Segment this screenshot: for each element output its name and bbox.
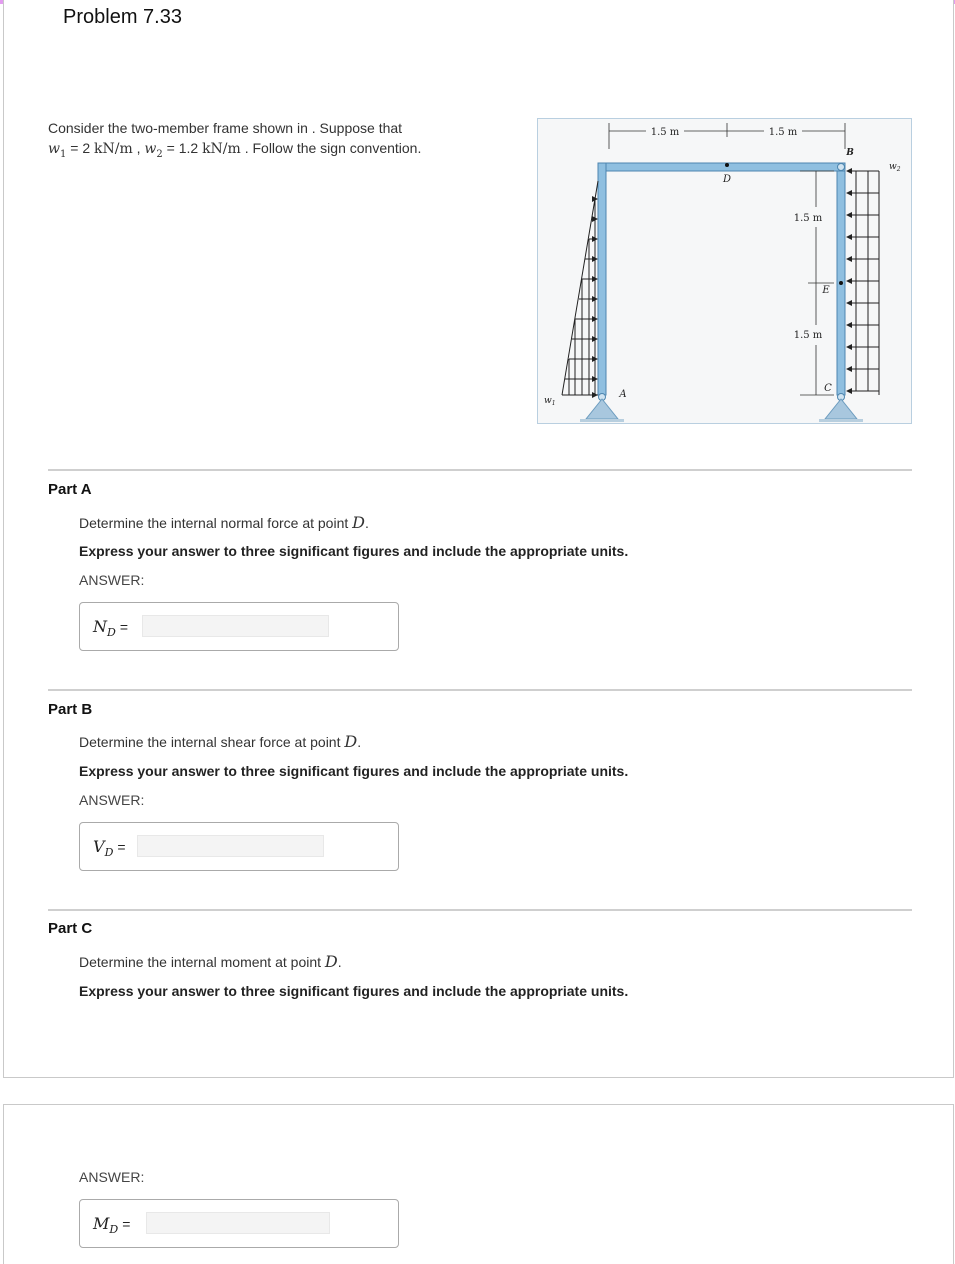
label-C: C [824, 383, 832, 394]
w2-variable: w [144, 141, 157, 157]
pin-B [838, 164, 845, 171]
w1-load-verticals [569, 199, 595, 395]
w2-load-arrows [847, 171, 879, 391]
point-E-marker [839, 281, 843, 285]
frame-figure [537, 118, 912, 424]
part-b-divider [48, 689, 912, 691]
part-c-answer-label: ANSWER: [79, 1169, 145, 1185]
part-b-question: Determine the internal shear force at point D. [79, 732, 362, 751]
w1-load-envelope [562, 181, 598, 395]
part-b-answer-label: ANSWER: [79, 792, 145, 808]
w2-unit: kN/m [202, 141, 241, 157]
part-b-point: D [344, 732, 358, 751]
w1-subscript: 1 [59, 148, 67, 160]
w2-subscript: 2 [156, 148, 163, 160]
dim-top-left: 1.5 m [650, 127, 680, 138]
part-a-point: D [352, 513, 365, 532]
frame-diagram [538, 119, 911, 423]
dim-right-lower: 1.5 m [793, 330, 823, 341]
frame-top-member [598, 163, 845, 171]
problem-title: Problem 7.33 [63, 6, 182, 28]
part-b-answer-box [79, 822, 399, 871]
part-c-point: D [324, 952, 338, 971]
part-c-variable: $M_D$ = [93, 1214, 131, 1237]
label-A: A [619, 389, 627, 400]
part-a-question: Determine the internal normal force at point D. [79, 513, 369, 532]
part-a-title: Part A [48, 481, 92, 498]
part-c-divider [48, 909, 912, 911]
ground-C [819, 419, 863, 422]
right-dimension-lines [800, 171, 834, 395]
w1-variable: w [48, 141, 60, 157]
label-E: E [822, 285, 830, 296]
dim-top-right: 1.5 m [768, 127, 798, 138]
w1-equals: = 2 [66, 140, 94, 156]
part-a-answer-box [79, 602, 399, 651]
part-b-variable: $V_D$ = [93, 837, 126, 860]
w2-equals: = 1.2 [162, 140, 203, 156]
top-dimension-lines [609, 123, 845, 149]
point-D-marker [725, 163, 729, 167]
part-c-title: Part C [48, 920, 93, 937]
dim-right-upper: 1.5 m [793, 213, 823, 224]
problem-statement [48, 118, 518, 165]
frame-left-column [598, 163, 606, 395]
part-c-instruction: Express your answer to three significant figures and include the appropriate units. [79, 983, 629, 999]
part-a-answer-input[interactable] [142, 615, 329, 637]
label-w1: $w_1$ [544, 396, 556, 407]
label-B: B [846, 148, 854, 158]
part-b-answer-input[interactable] [137, 835, 324, 857]
part-b-title: Part B [48, 701, 93, 718]
part-a-answer-label: ANSWER: [79, 572, 145, 588]
intro-tail: . Follow the sign convention. [240, 140, 422, 156]
part-c-answer-box [79, 1199, 399, 1248]
part-c-answer-input[interactable] [146, 1212, 330, 1234]
ground-A [580, 419, 624, 422]
support-C [825, 399, 857, 419]
w1-unit: kN/m [94, 141, 133, 157]
label-w2: $w_2$ [889, 162, 901, 173]
part-c-question: Determine the internal moment at point D. [79, 952, 342, 971]
part-a-variable: $N_D$ = [93, 617, 129, 640]
intro-line1: Consider the two-member frame shown in . Suppose that [48, 120, 403, 136]
part-b-instruction: Express your answer to three significant figures and include the appropriate units. [79, 763, 629, 779]
part-a-instruction: Express your answer to three significant figures and include the appropriate units. [79, 543, 629, 559]
support-A [586, 399, 618, 419]
intro-separator: , [132, 140, 145, 156]
label-D: D [722, 174, 732, 185]
part-a-divider [48, 469, 912, 471]
